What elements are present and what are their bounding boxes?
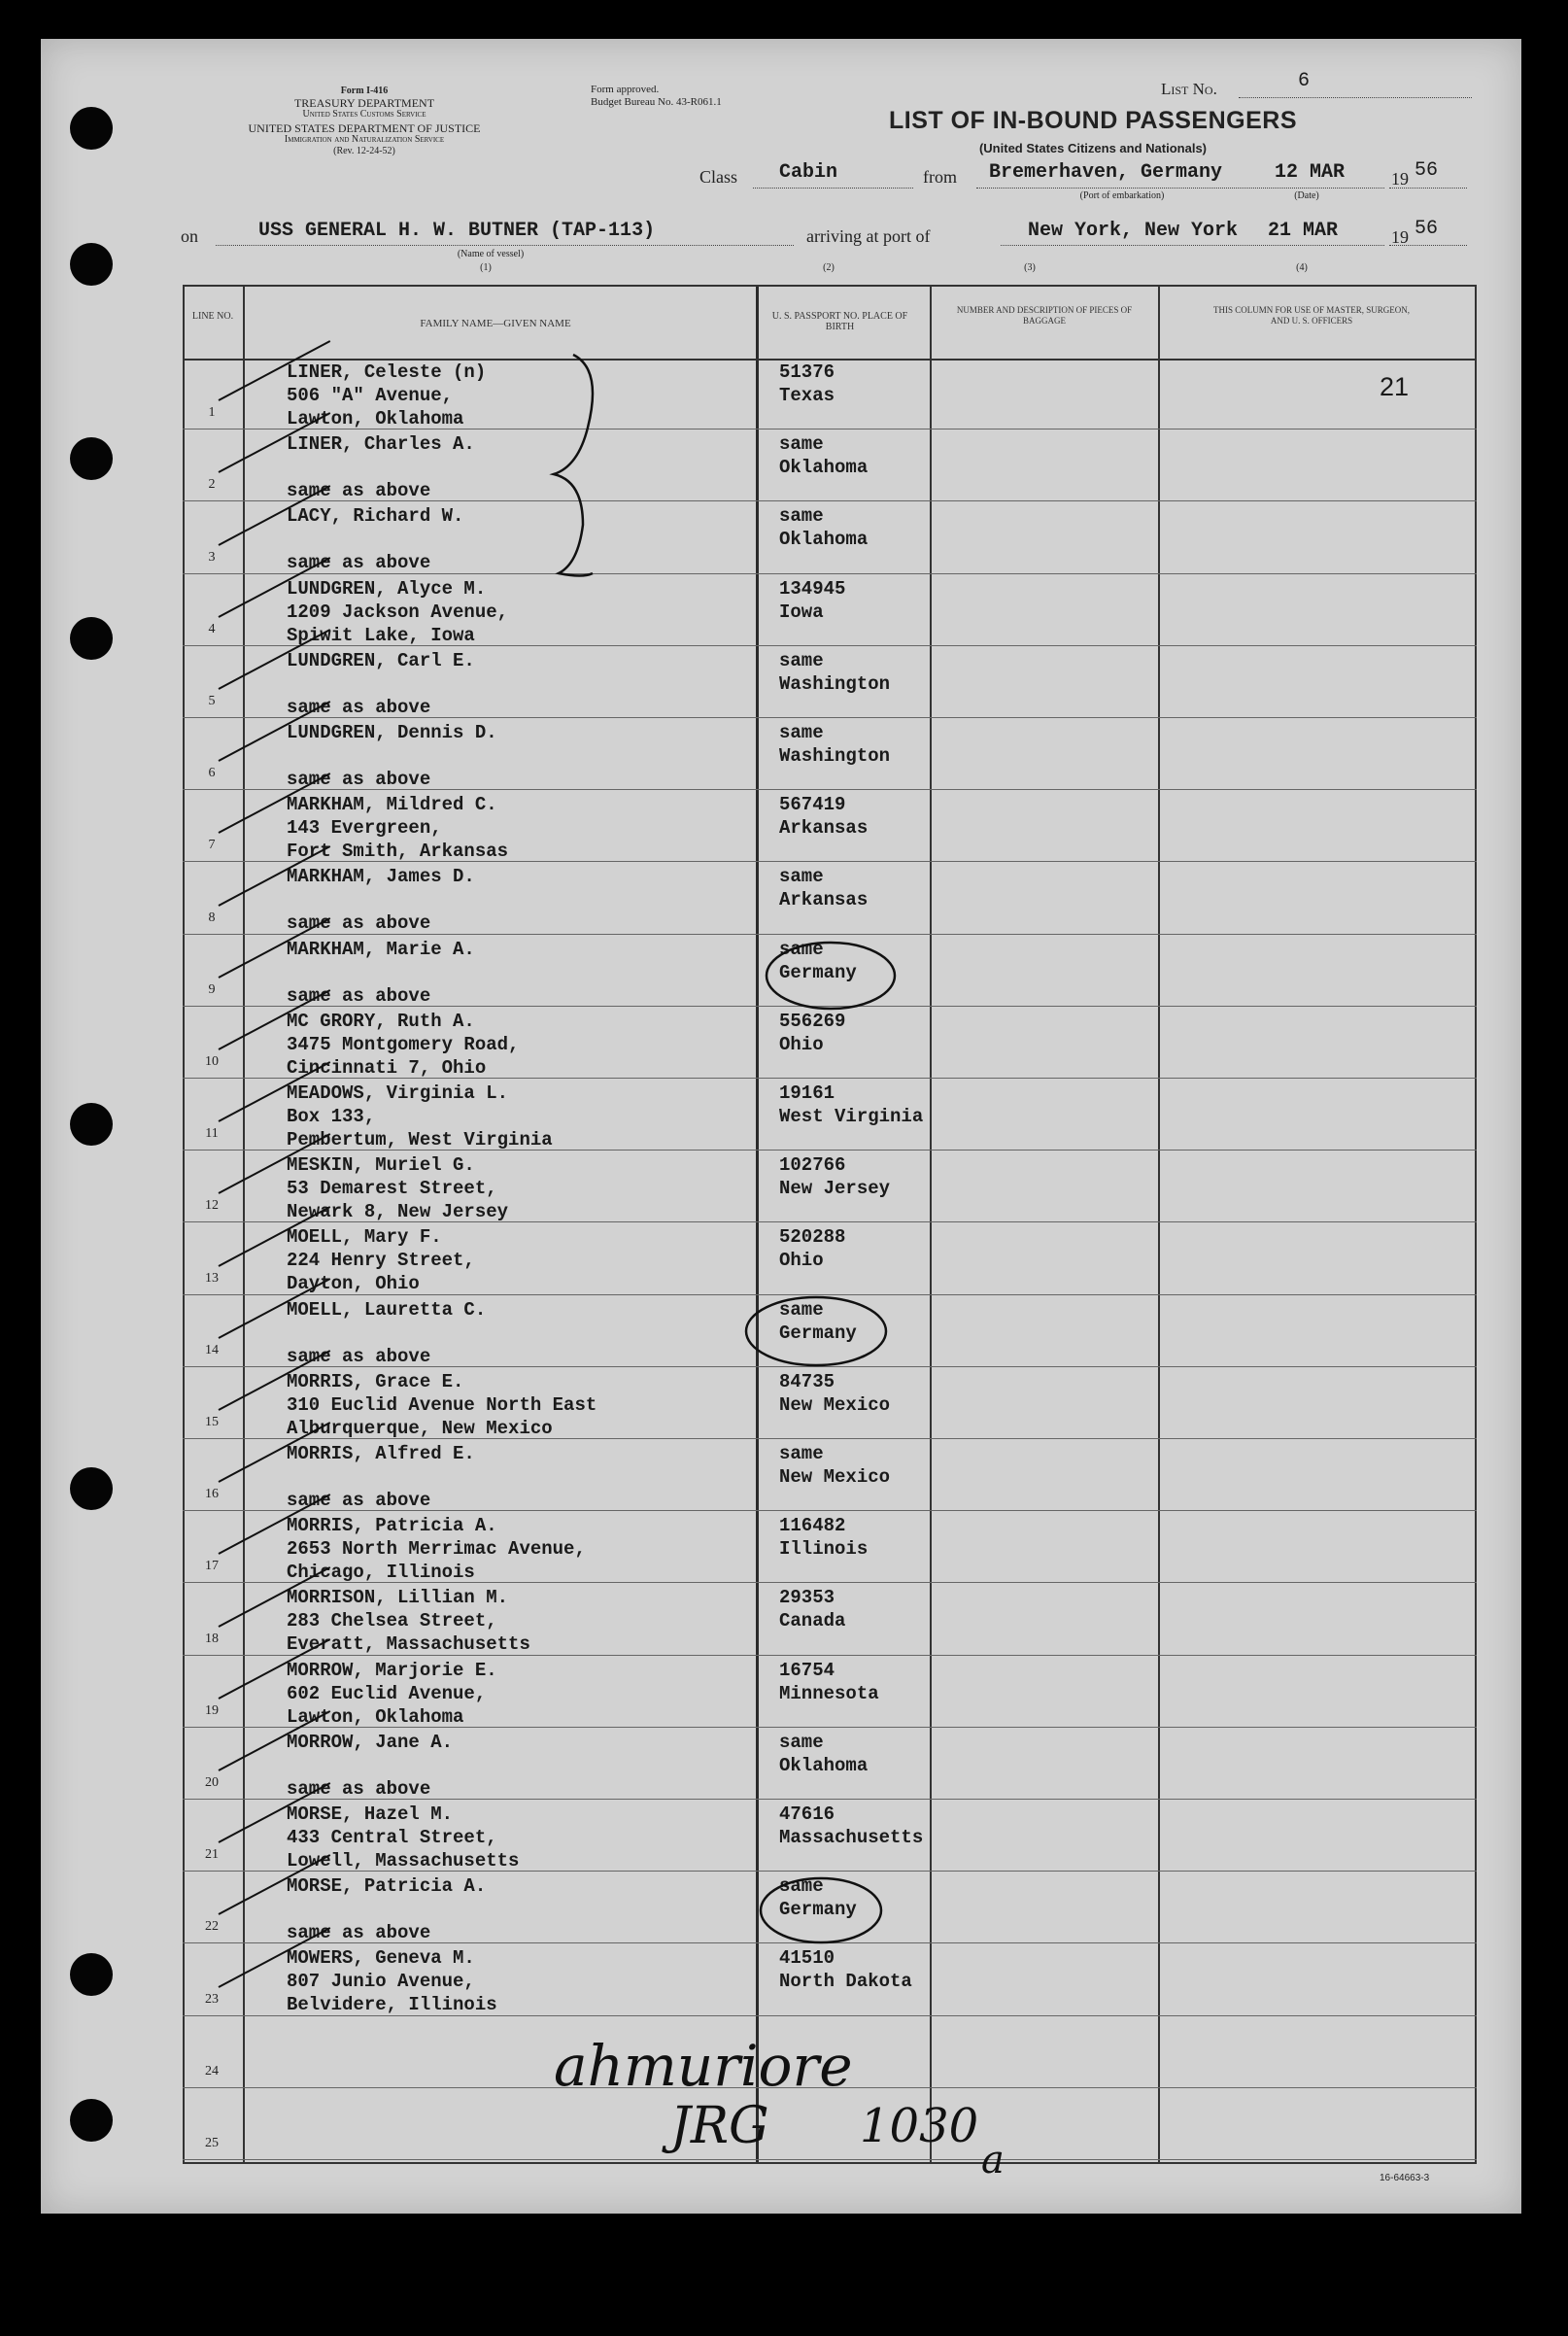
line-number: 1 bbox=[208, 405, 216, 421]
handwritten-initials: JRG bbox=[670, 2097, 769, 2155]
passport-birthplace: 84735 New Mexico bbox=[779, 1370, 891, 1416]
passenger-name: MARKHAM, Marie A. same as above bbox=[287, 938, 475, 1007]
embarkation-port: Bremerhaven, Germany bbox=[989, 161, 1223, 184]
line-number: 24 bbox=[205, 2063, 219, 2078]
vessel-underline bbox=[216, 245, 794, 246]
punch-hole bbox=[70, 437, 113, 480]
line-number: 7 bbox=[208, 838, 216, 853]
class-value: Cabin bbox=[779, 161, 838, 184]
passport-birthplace: same Germany bbox=[779, 1875, 857, 1921]
arriving-label: arriving at port of bbox=[806, 226, 931, 246]
passenger-name: MORRIS, Alfred E. same as above bbox=[287, 1443, 475, 1511]
col-header-officers: THIS COLUMN FOR USE OF MASTER, SURGEON, AND U. S. OFFICERS bbox=[1212, 305, 1411, 326]
year-1: 56 bbox=[1415, 159, 1439, 182]
passenger-name: MOELL, Lauretta C. same as above bbox=[287, 1298, 487, 1367]
passenger-name: MEADOWS, Virginia L. Box 133, Pembertum, West Virginia bbox=[287, 1082, 553, 1151]
passenger-name: MORRIS, Patricia A. 2653 North Merrimac Avenue, Chicago, Illinois bbox=[287, 1515, 586, 1584]
line-number: 15 bbox=[205, 1415, 219, 1429]
justice-dept: UNITED STATES DEPARTMENT OF JUSTICE bbox=[248, 121, 481, 135]
embarkation-date: 12 MAR bbox=[1275, 161, 1346, 184]
passport-birthplace: same Oklahoma bbox=[779, 1731, 869, 1776]
date-note: (Date) bbox=[1294, 190, 1319, 201]
form-approved: Form approved. bbox=[591, 84, 660, 95]
year-2: 56 bbox=[1415, 218, 1439, 240]
passenger-name: MOWERS, Geneva M. 807 Junio Avenue, Belvidere, Illinois bbox=[287, 1947, 497, 2016]
col-header-passport: U. S. PASSPORT NO. PLACE OF BIRTH bbox=[771, 311, 908, 332]
treasury-dept: TREASURY DEPARTMENT bbox=[293, 96, 435, 110]
punch-hole bbox=[70, 243, 113, 286]
line-number: 20 bbox=[205, 1775, 219, 1790]
line-number: 6 bbox=[208, 766, 216, 781]
passenger-name: MESKIN, Muriel G. 53 Demarest Street, 8, New Jersey bbox=[287, 1154, 509, 1223]
passport-birthplace: 47616 Massachusetts bbox=[779, 1804, 924, 1848]
line-number: 14 bbox=[205, 1342, 219, 1357]
passenger-name: MORSE, Hazel M. 433 Central Street, Lowell, Massachusetts bbox=[287, 1804, 520, 1872]
passenger-name: MC GRORY, Ruth A. 3475 Montgomery Road, Cincinnati 7, Ohio bbox=[287, 1010, 520, 1079]
line-number: 21 bbox=[205, 1847, 219, 1863]
year-prefix-2: 19 bbox=[1391, 227, 1409, 247]
list-number-underline bbox=[1239, 97, 1472, 98]
col-header-name: FAMILY NAME—GIVEN NAME bbox=[420, 318, 571, 329]
punch-hole bbox=[70, 107, 113, 150]
passport-birthplace: same Oklahoma bbox=[779, 433, 869, 479]
col-header-baggage: NUMBER AND DESCRIPTION OF PIECES OF BAGGAGE bbox=[956, 305, 1133, 326]
year-prefix-1: 19 bbox=[1391, 169, 1409, 189]
col-divider bbox=[930, 287, 932, 2162]
year-underline-1 bbox=[1389, 188, 1467, 189]
punch-hole bbox=[70, 2099, 113, 2142]
line-number: 17 bbox=[205, 1559, 219, 1574]
punch-hole bbox=[70, 1953, 113, 1996]
passenger-name: MORRISON, Lillian M. 283 Chelsea Street, Everatt, Massachusetts bbox=[287, 1587, 530, 1656]
customs-service: United States Customs Service bbox=[302, 109, 426, 120]
form-code: 16-64663-3 bbox=[1380, 2173, 1430, 2183]
passport-birthplace: same Washington bbox=[779, 649, 891, 695]
passport-birthplace: 520288 Ohio bbox=[779, 1226, 846, 1272]
line-number: 22 bbox=[205, 1919, 219, 1935]
line-number: 4 bbox=[208, 621, 216, 636]
passport-birthplace: 102766 New Jersey bbox=[779, 1154, 891, 1200]
passport-birthplace: same Arkansas bbox=[779, 866, 869, 911]
punch-hole bbox=[70, 1467, 113, 1510]
passport-birthplace: 16754 Minnesota bbox=[779, 1659, 879, 1704]
punch-hole bbox=[70, 1103, 113, 1146]
passenger-name: MOELL, Mary F. 224 Henry Street, Dayton, Ohio bbox=[287, 1226, 475, 1295]
passenger-name: MARKHAM, Mildred C. 143 Evergreen, Fort Smith, Arkansas bbox=[287, 794, 509, 863]
col-num-4: (4) bbox=[1296, 262, 1308, 273]
passenger-name: MORROW, Jane A. same as above bbox=[287, 1731, 454, 1800]
line-number: 11 bbox=[205, 1126, 219, 1142]
line-number: 13 bbox=[205, 1270, 219, 1286]
passport-birthplace: same Germany bbox=[779, 938, 857, 983]
passenger-name: LINER, Celeste (n) 506 "A" Avenue, Lawton, Oklahoma bbox=[287, 361, 487, 429]
passenger-name: LUNDGREN, Carl E. same as above bbox=[287, 649, 475, 718]
line-number: 12 bbox=[205, 1198, 219, 1214]
col-num-3: (3) bbox=[1024, 262, 1036, 273]
budget-bureau: Budget Bureau No. 43-R061.1 bbox=[591, 96, 722, 108]
line-number: 10 bbox=[205, 1054, 219, 1069]
col-num-1: (1) bbox=[480, 262, 492, 273]
passenger-name: MORROW, Marjorie E. 602 Euclid Avenue, Lawton, Oklahoma bbox=[287, 1659, 497, 1728]
col-num-2: (2) bbox=[823, 262, 835, 273]
year-underline-2 bbox=[1389, 245, 1467, 246]
revision: (Rev. 12-24-52) bbox=[333, 146, 395, 156]
approval-block bbox=[591, 84, 722, 109]
line-number: 8 bbox=[208, 910, 216, 925]
row-divider bbox=[183, 2159, 1477, 2160]
passport-birthplace: same Oklahoma bbox=[779, 505, 869, 551]
class-label: Class bbox=[699, 167, 738, 187]
vessel-name: USS GENERAL H. W. BUTNER (TAP-113) bbox=[258, 220, 656, 242]
line-number: 5 bbox=[208, 694, 216, 708]
list-number-label: List No. bbox=[1161, 80, 1217, 98]
passenger-name: MORSE, Patricia A. same as above bbox=[287, 1875, 487, 1944]
handwritten-time: 1030 bbox=[860, 2099, 979, 2153]
form-agency-block bbox=[165, 86, 563, 157]
arrival-underline bbox=[1001, 245, 1384, 246]
col-divider bbox=[243, 287, 245, 2162]
vessel-note: (Name of vessel) bbox=[457, 249, 525, 259]
passport-birthplace: 41510 North Dakota bbox=[779, 1947, 912, 1993]
page-subtitle: (United States Citizens and Nationals) bbox=[978, 141, 1208, 155]
passenger-name: LUNDGREN, Dennis D. same as above bbox=[287, 722, 497, 790]
punch-hole bbox=[70, 617, 113, 660]
passport-birthplace: same New Mexico bbox=[779, 1443, 891, 1488]
passport-birthplace: 567419 Arkansas bbox=[779, 794, 869, 840]
embarkation-note: (Port of embarkation) bbox=[1079, 190, 1165, 201]
arrival-date: 21 MAR bbox=[1268, 220, 1339, 242]
passport-birthplace: 556269 Ohio bbox=[779, 1010, 846, 1055]
col-divider bbox=[756, 287, 759, 2162]
col-divider bbox=[1158, 287, 1160, 2162]
line-number: 9 bbox=[208, 981, 216, 997]
on-label: on bbox=[181, 226, 198, 246]
page-title: LIST OF IN-BOUND PASSENGERS bbox=[889, 107, 1298, 134]
passenger-name: LUNDGREN, Alyce M. 1209 Jackson Avenue, Lake, Iowa bbox=[287, 577, 509, 646]
class-underline bbox=[753, 188, 913, 189]
list-number-value: 6 bbox=[1298, 70, 1311, 92]
passenger-name: MARKHAM, James D. same as above bbox=[287, 866, 475, 935]
passport-birthplace: 134945 Iowa bbox=[779, 577, 846, 623]
passenger-name: LINER, Charles A. same as above bbox=[287, 433, 475, 502]
line-number: 2 bbox=[208, 477, 216, 493]
line-number: 23 bbox=[205, 1991, 219, 2007]
line-number: 18 bbox=[205, 1631, 219, 1646]
line-number: 19 bbox=[205, 1702, 219, 1718]
officer-note: 21 bbox=[1380, 372, 1410, 401]
passport-birthplace: 19161 West Virginia bbox=[779, 1082, 924, 1127]
line-number: 3 bbox=[208, 549, 216, 565]
form-number: Form I-416 bbox=[340, 86, 389, 96]
from-underline bbox=[976, 188, 1384, 189]
passport-birthplace: 29353 Canada bbox=[779, 1587, 846, 1632]
passport-birthplace: 51376 Texas bbox=[779, 361, 835, 406]
col-header-line: LINE NO. bbox=[191, 311, 234, 322]
ins-service: Immigration and Naturalization Service bbox=[284, 134, 445, 145]
arrival-port: New York, New York bbox=[1028, 220, 1239, 242]
line-number: 16 bbox=[205, 1487, 219, 1502]
passenger-name: LACY, Richard W. same as above bbox=[287, 505, 464, 574]
passport-birthplace: same Washington bbox=[779, 722, 891, 767]
line-number: 25 bbox=[205, 2136, 219, 2150]
from-label: from bbox=[923, 167, 957, 187]
handwritten-signature: ahmuriore bbox=[554, 2033, 853, 2099]
passport-birthplace: same Germany bbox=[779, 1298, 857, 1344]
passenger-name: MORRIS, Grace E. 310 Euclid Avenue North East Alburquerque, New Mexico bbox=[287, 1370, 597, 1439]
passport-birthplace: 116482 Illinois bbox=[779, 1515, 869, 1561]
handwritten-time-suffix: a bbox=[981, 2138, 1005, 2182]
